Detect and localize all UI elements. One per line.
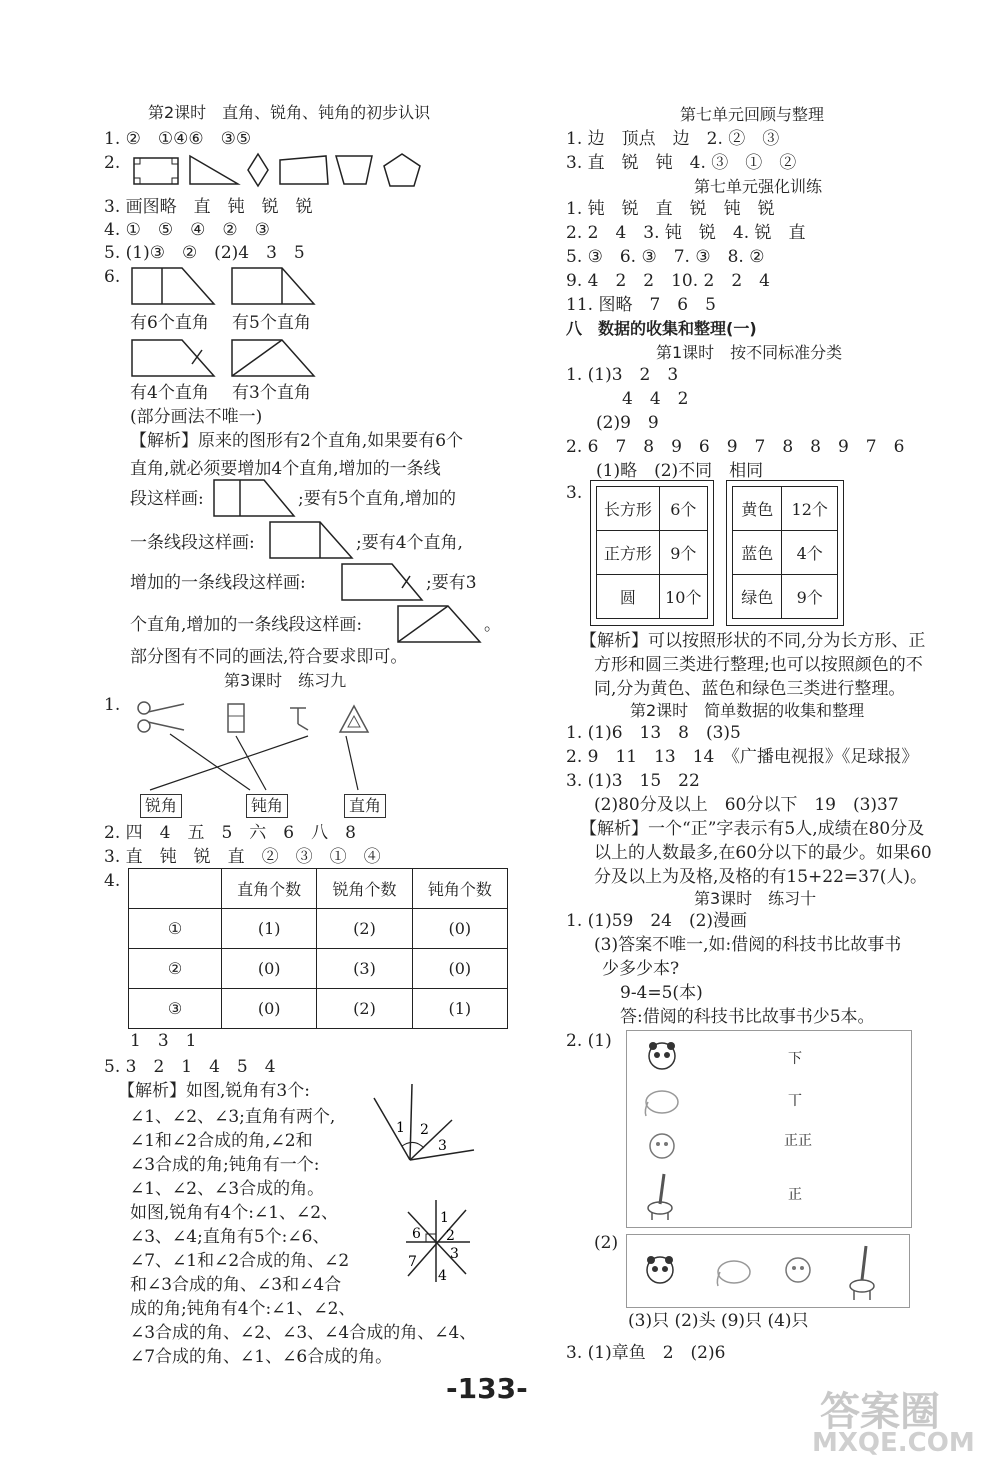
angle-label: 3 xyxy=(450,1246,459,1262)
table-cell: 黄色 xyxy=(733,487,782,531)
table-cell: 圆 xyxy=(597,575,660,619)
l3-answer-2b: (2) xyxy=(594,1233,619,1253)
review-2: 3. 直 锐 钝 4. ③ ① ② xyxy=(566,153,797,173)
l1-answer-1c: (2)9 9 xyxy=(596,413,659,433)
table-header xyxy=(129,869,222,909)
table-header: 钝角个数 xyxy=(412,869,507,909)
table-row xyxy=(733,575,838,619)
answer-4: 4. ① ⑤ ④ ② ③ xyxy=(104,220,270,240)
answer-1: 1. ② ①④⑥ ③⑤ xyxy=(104,129,252,149)
inline-figure-d xyxy=(396,604,482,644)
exercise-3: 3. 直 钝 锐 直 ② ③ ① ④ xyxy=(104,847,381,867)
note-multiple-solutions: (部分画法不唯一) xyxy=(130,407,263,427)
analysis-b6: 如图,锐角有4个:∠1、∠2、 xyxy=(130,1203,339,1223)
table-row xyxy=(597,575,708,619)
l3-answer-1: 1. (1)59 24 (2)漫画 xyxy=(566,911,748,931)
answer-5: 5. (1)③ ② (2)4 3 5 xyxy=(104,243,305,263)
angle-label: 1 xyxy=(396,1120,405,1136)
elephant-icon xyxy=(645,1091,678,1116)
tally-elephant: 丅 xyxy=(788,1093,802,1109)
exercise-4: 4. xyxy=(104,871,121,891)
page-number: -133- xyxy=(446,1372,528,1405)
l2-analysis-3: 分及以上为及格,及格的有15+22=37(人)。 xyxy=(594,867,928,887)
matching-figure xyxy=(130,694,400,798)
analysis-line-5: 增加的一条线段这样画: xyxy=(130,573,306,593)
table-row xyxy=(129,949,508,989)
analysis-line-5b: ;要有3 xyxy=(426,573,477,593)
angle-label: 1 xyxy=(440,1210,449,1226)
l1-answer-1: 1. (1)3 2 3 xyxy=(566,365,679,385)
answer-6: 6. xyxy=(104,267,121,287)
animal-icons-column xyxy=(636,1036,696,1222)
table-cell: (0) xyxy=(222,989,317,1029)
trapezoid-figures-bottom xyxy=(130,338,330,380)
section-8-heading: 八 数据的收集和整理(一) xyxy=(566,319,757,338)
analysis-b4: ∠3合成的角;钝角有一个: xyxy=(130,1155,320,1175)
monkey-icon xyxy=(650,1134,674,1158)
table-cell: 绿色 xyxy=(733,575,782,619)
l2-analysis-1: 【解析】一个“正”字表示有5人,成绩在80分及 xyxy=(580,819,925,839)
unit7-training-heading: 第七单元强化训练 xyxy=(694,177,823,196)
lesson3-heading: 第3课时 练习九 xyxy=(224,671,347,690)
angle-label: 6 xyxy=(412,1226,421,1242)
color-table xyxy=(732,486,838,619)
animals-row xyxy=(640,1240,900,1304)
l1-analysis-2: 方形和圆三类进行整理;也可以按照颜色的不 xyxy=(594,655,923,675)
exercise-1: 1. xyxy=(104,695,121,715)
table-cell: 9个 xyxy=(782,575,838,619)
analysis-b3: ∠1和∠2合成的角,∠2和 xyxy=(130,1131,313,1151)
table-cell: 12个 xyxy=(782,487,838,531)
tally-panda: 下 xyxy=(788,1051,802,1067)
lesson3-data-heading: 第3课时 练习十 xyxy=(694,889,817,908)
shapes-row-figure xyxy=(130,150,430,190)
analysis-line-3: 段这样画: xyxy=(130,489,204,509)
table-cell: ① xyxy=(129,909,222,949)
caption-6-right-angles: 有6个直角 xyxy=(130,313,209,333)
training-1: 1. 钝 锐 直 锐 钝 锐 xyxy=(566,199,775,219)
angle-count-table xyxy=(128,868,508,1029)
l2-answer-3b: (2)80分及以上 60分以下 19 (3)37 xyxy=(594,795,899,815)
l3-answer-1d: 9-4=5(本) xyxy=(620,983,703,1003)
exercise-5: 5. 3 2 1 4 5 4 xyxy=(104,1057,276,1077)
panda-icon xyxy=(649,1042,675,1069)
analysis-line-4b: ;要有4个直角, xyxy=(356,533,463,553)
table-cell: (1) xyxy=(412,989,507,1029)
l1-analysis-3: 同,分为黄色、蓝色和绿色三类进行整理。 xyxy=(594,679,906,699)
analysis-b12: ∠7合成的角、∠1、∠6合成的角。 xyxy=(130,1347,393,1367)
animal-counts: (3)只 (2)头 (9)只 (4)只 xyxy=(628,1311,809,1331)
analysis-line-3b: ;要有5个直角,增加的 xyxy=(298,489,456,509)
panda-icon xyxy=(647,1256,673,1283)
l3-answer-3: 3. (1)章鱼 2 (2)6 xyxy=(566,1343,726,1363)
analysis-b11: ∠3合成的角、∠2、∠3、∠4合成的角、∠4、 xyxy=(130,1323,477,1343)
table-cell: ② xyxy=(129,949,222,989)
exercise-2: 2. 四 4 五 5 六 6 八 8 xyxy=(104,823,356,843)
exercise-4-extra: 1 3 1 xyxy=(130,1031,197,1051)
l3-answer-2: 2. (1) xyxy=(566,1031,612,1051)
analysis-line-6: 个直角,增加的一条线段这样画: xyxy=(130,615,363,635)
angle-label: 3 xyxy=(438,1138,447,1154)
angle-figure-1 xyxy=(370,1080,480,1170)
training-3: 5. ③ 6. ③ 7. ③ 8. ② xyxy=(566,247,765,267)
table-cell: ③ xyxy=(129,989,222,1029)
elephant-icon xyxy=(717,1261,750,1286)
table-row xyxy=(733,487,838,531)
l1-answer-2b: (1)略 (2)不同 相同 xyxy=(596,461,764,481)
analysis-b2: ∠1、∠2、∠3;直角有两个, xyxy=(130,1107,336,1127)
table-row xyxy=(597,531,708,575)
table-header: 直角个数 xyxy=(222,869,317,909)
analysis-b7: ∠3、∠4;直角有5个:∠6、 xyxy=(130,1227,330,1247)
lesson2-heading: 第2课时 直角、锐角、钝角的初步认识 xyxy=(148,103,431,122)
caption-5-right-angles: 有5个直角 xyxy=(232,313,311,333)
lesson2-data-heading: 第2课时 简单数据的收集和整理 xyxy=(630,701,865,720)
l2-answer-3: 3. (1)3 15 22 xyxy=(566,771,700,791)
trapezoid-figures-top xyxy=(130,266,330,308)
lesson1-heading: 第1课时 按不同标准分类 xyxy=(656,343,843,362)
table-header: 锐角个数 xyxy=(317,869,412,909)
table-row xyxy=(597,487,708,531)
table-cell: 6个 xyxy=(659,487,707,531)
l2-answer-2: 2. 9 11 13 14 《广播电视报》《足球报》 xyxy=(566,747,919,767)
angle-label: 4 xyxy=(438,1268,447,1284)
l1-answer-2: 2. 6 7 8 9 6 9 7 8 8 9 7 6 xyxy=(566,437,905,457)
shape-table xyxy=(596,486,708,619)
inline-figure-b xyxy=(268,520,354,560)
table-cell: (2) xyxy=(317,989,412,1029)
table-row xyxy=(129,989,508,1029)
table-cell: 正方形 xyxy=(597,531,660,575)
table-cell: 长方形 xyxy=(597,487,660,531)
training-4: 9. 4 2 2 10. 2 2 4 xyxy=(566,271,770,291)
table-cell: (1) xyxy=(222,909,317,949)
table-cell: 10个 xyxy=(659,575,707,619)
angle-label: 7 xyxy=(408,1254,417,1270)
tag-obtuse: 钝角 xyxy=(246,794,288,818)
giraffe-icon xyxy=(648,1174,672,1220)
l2-answer-1: 1. (1)6 13 8 (3)5 xyxy=(566,723,741,743)
analysis-b10: 成的角;钝角有4个:∠1、∠2、 xyxy=(130,1299,356,1319)
analysis-line-7: 部分图有不同的画法,符合要求即可。 xyxy=(130,647,408,667)
l1-answer-1b: 4 4 2 xyxy=(622,389,689,409)
analysis-b1: 【解析】如图,锐角有3个: xyxy=(118,1081,310,1101)
l2-analysis-2: 以上的人数最多,在60分以下的最少。如果60 xyxy=(594,843,932,863)
inline-figure-a xyxy=(212,478,296,518)
caption-3-right-angles: 有3个直角 xyxy=(232,383,311,403)
giraffe-icon xyxy=(850,1246,874,1300)
analysis-b9: 和∠3合成的角、∠3和∠4合 xyxy=(130,1275,342,1295)
tally-monkey: 正正 xyxy=(784,1133,812,1149)
analysis-line-1: 【解析】原来的图形有2个直角,如果要有6个 xyxy=(130,431,464,451)
monkey-icon xyxy=(786,1258,810,1282)
caption-4-right-angles: 有4个直角 xyxy=(130,383,209,403)
table-row xyxy=(733,531,838,575)
analysis-b5: ∠1、∠2、∠3合成的角。 xyxy=(130,1179,325,1199)
l1-analysis-1: 【解析】可以按照形状的不同,分为长方形、正 xyxy=(580,631,926,651)
table-cell: (2) xyxy=(317,909,412,949)
watermark-logo: 答案圈 xyxy=(820,1389,940,1435)
unit7-review-heading: 第七单元回顾与整理 xyxy=(680,105,825,124)
table-cell: 4个 xyxy=(782,531,838,575)
analysis-line-2: 直角,就必须要增加4个直角,增加的一条线 xyxy=(130,459,441,479)
l3-answer-1e: 答:借阅的科技书比故事书少5本。 xyxy=(620,1007,875,1027)
l3-answer-1c: 少多少本? xyxy=(602,959,680,979)
tally-giraffe: 正 xyxy=(788,1187,802,1203)
table-row xyxy=(129,909,508,949)
training-2: 2. 2 4 3. 钝 锐 4. 锐 直 xyxy=(566,223,806,243)
answer-3: 3. 画图略 直 钝 锐 锐 xyxy=(104,197,313,217)
angle-label: 2 xyxy=(420,1122,429,1138)
table-cell: (0) xyxy=(222,949,317,989)
tag-right: 直角 xyxy=(344,794,386,818)
table-cell: (0) xyxy=(412,909,507,949)
table-cell: (3) xyxy=(317,949,412,989)
analysis-line-4: 一条线段这样画: xyxy=(130,533,255,553)
watermark-url: MXQE.COM xyxy=(812,1428,975,1458)
table-cell: (0) xyxy=(412,949,507,989)
table-cell: 蓝色 xyxy=(733,531,782,575)
tag-acute: 锐角 xyxy=(140,794,182,818)
answer-2: 2. xyxy=(104,153,121,173)
analysis-b8: ∠7、∠1和∠2合成的角、∠2 xyxy=(130,1251,350,1271)
table-cell: 9个 xyxy=(659,531,707,575)
l1-answer-3: 3. xyxy=(566,483,583,503)
training-5: 11. 图略 7 6 5 xyxy=(566,295,716,315)
analysis-line-6b: 。 xyxy=(484,615,501,635)
l3-answer-1b: (3)答案不唯一,如:借阅的科技书比故事书 xyxy=(594,935,902,955)
review-1: 1. 边 顶点 边 2. ② ③ xyxy=(566,129,780,149)
inline-figure-c xyxy=(340,562,424,602)
angle-label: 2 xyxy=(446,1228,455,1244)
angle-figure-2 xyxy=(400,1196,480,1286)
